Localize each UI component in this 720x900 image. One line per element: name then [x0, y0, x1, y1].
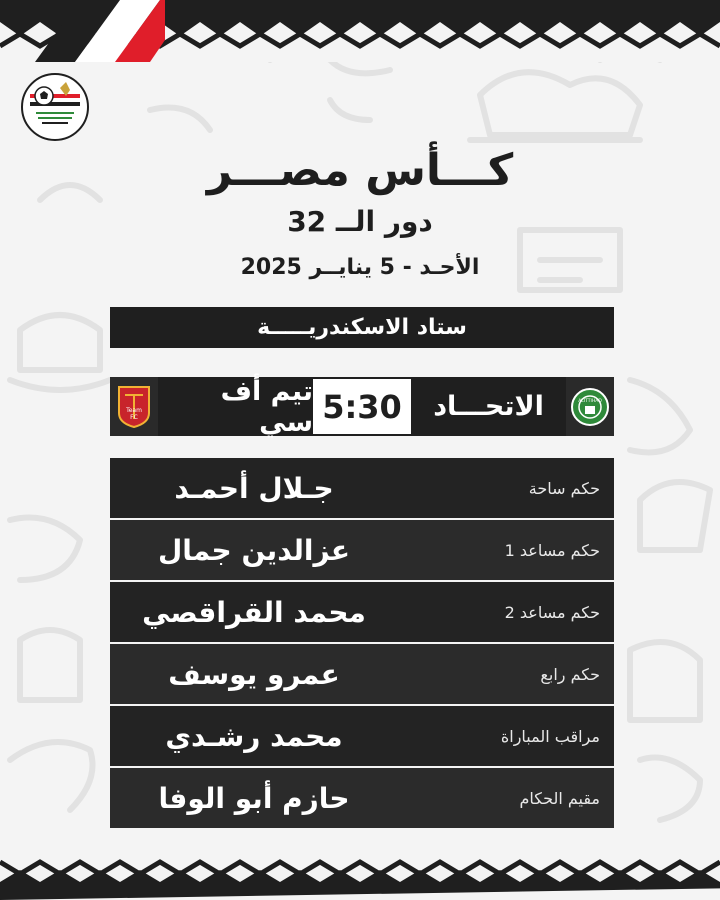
- home-badge-box: [566, 377, 614, 436]
- official-row: [110, 458, 614, 518]
- official-row: [110, 706, 614, 766]
- official-role: حكم ساحة: [528, 478, 600, 498]
- match-row: [110, 377, 614, 436]
- competition-title: كـــأس مصـــر: [206, 145, 514, 196]
- svg-text:FC: FC: [130, 413, 138, 421]
- away-team: [158, 377, 313, 436]
- official-role: مقيم الحكام: [519, 788, 600, 808]
- officials-list: [110, 458, 614, 830]
- official-name: عمرو يوسف: [168, 657, 340, 691]
- official-role: حكم مساعد 1: [504, 540, 600, 560]
- svg-text:Team: Team: [126, 406, 142, 414]
- home-team: [411, 377, 566, 436]
- official-role: حكم مساعد 2: [504, 602, 600, 622]
- bottom-pattern-band: [0, 848, 720, 900]
- official-role: حكم رابع: [540, 664, 600, 684]
- official-name: محمد القراقصي: [142, 595, 366, 629]
- official-name: محمد رشـدي: [165, 719, 343, 753]
- egyptian-fa-logo-icon: [20, 72, 90, 142]
- official-name: عزالدين جمال: [157, 533, 351, 567]
- team-fc-badge-icon: [116, 385, 152, 429]
- official-row: [110, 644, 614, 704]
- home-team-name: الاتحـــاد: [433, 391, 544, 422]
- match-date: الأحـد - 5 ينايــر 2025: [240, 255, 480, 280]
- venue-name: ستاد الاسكندريـــــة: [257, 315, 467, 340]
- official-role: مراقب المباراة: [500, 726, 600, 746]
- away-team-name: تيم أف سي: [220, 375, 313, 438]
- svg-text:ALITTIHAD: ALITTIHAD: [578, 398, 602, 404]
- top-pattern-band: [0, 0, 720, 62]
- official-name: حازم أبو الوفا: [158, 781, 350, 815]
- kickoff-time-value: 5:30: [322, 387, 402, 426]
- round-label: دور الــ 32: [287, 205, 433, 238]
- official-row: [110, 768, 614, 828]
- kickoff-time: [313, 377, 411, 436]
- official-row: [110, 582, 614, 642]
- official-name: جـلال أحمـد: [174, 471, 334, 505]
- official-row: [110, 520, 614, 580]
- away-badge-box: [110, 377, 158, 436]
- al-ittihad-badge-icon: [570, 387, 610, 427]
- venue-bar: [110, 307, 614, 348]
